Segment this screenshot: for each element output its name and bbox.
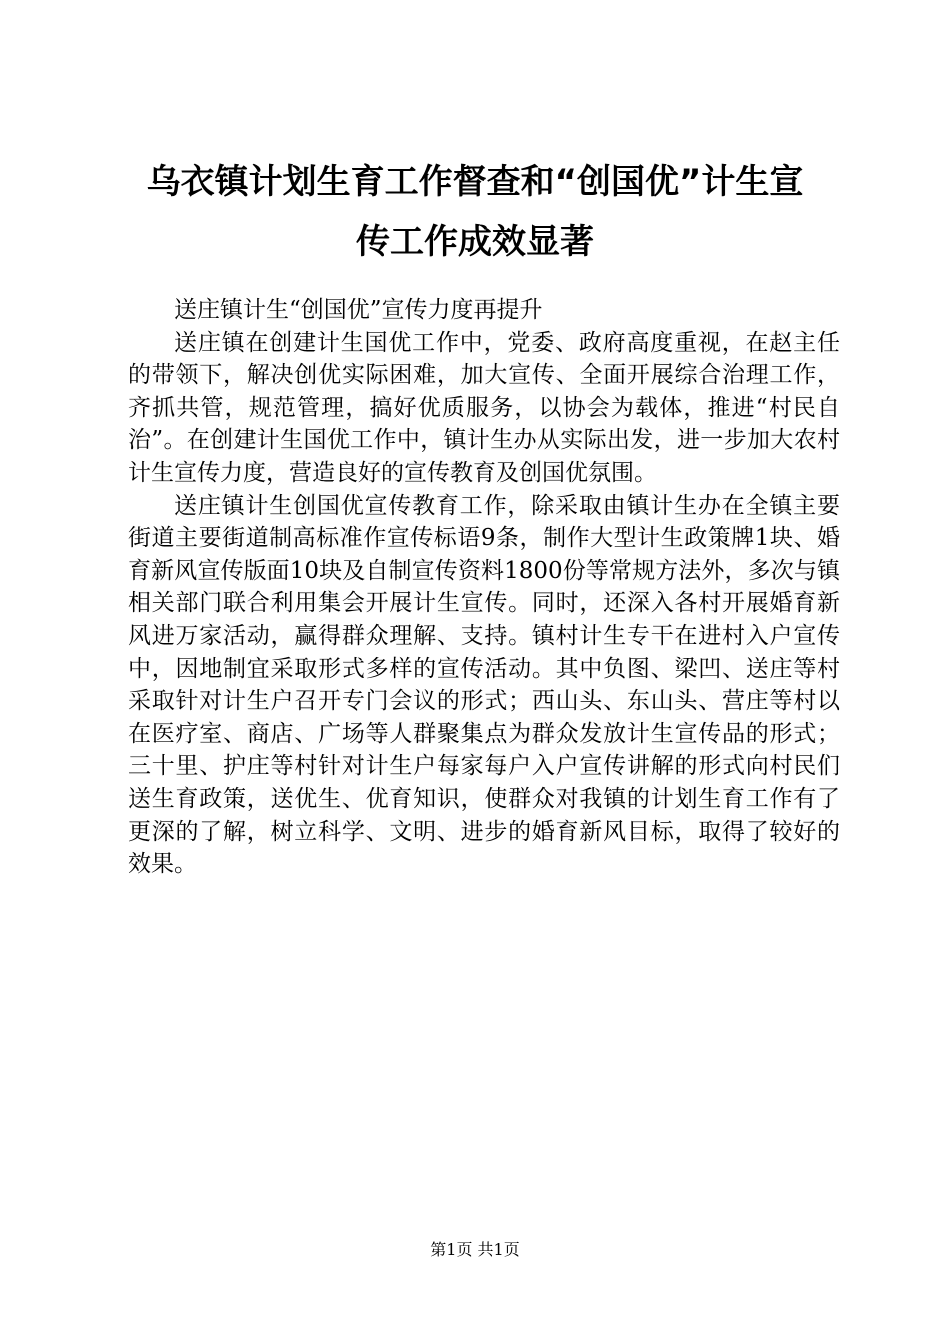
paragraph-1: 送庄镇在创建计生国优工作中，党委、政府高度重视，在赵主任的带领下，解决创优实际困难，加大宣传、全面开展综合治理工作，齐抓共管，规范管理，搞好优质服务，以协会为载体，推进“村民自治”。在创建计生国优工作中，镇计生办从实际出发，进一步加大农村计生宣传力度，营造良好的宣传教育及创国优氛围。 xyxy=(128,329,840,486)
document-body xyxy=(128,294,840,881)
page-number-footer: 第1页 共1页 xyxy=(430,1240,520,1259)
paragraph-2: 送庄镇计生创国优宣传教育工作，除采取由镇计生办在全镇主要街道主要街道制高标准作宣传标语9条，制作大型计生政策牌1块、婚育新风宣传版面10块及自制宣传资料1800份等常规方法外，多次与镇相关部门联合利用集会开展计生宣传。同时，还深入各村开展婚育新风进万家活动，赢得群众理解、支持。镇村计生专干在进村入户宣传中，因地制宜采取形式多样的宣传活动。其中负图、梁凹、送庄等村采取针对计生户召开专门会议的形式；西山头、东山头、营庄等村以在医疗室、商店、广场等人群聚集点为群众发放计生宣传品的形式；三十里、护庄等村针对计生户每家每户入户宣传讲解的形式向村民们送生育政策，送优生、优育知识，使群众对我镇的计划生育工作有了更深的了解，树立科学、文明、进步的婚育新风目标，取得了较好的效果。 xyxy=(128,492,840,878)
document-title-line-1: 乌衣镇计划生育工作督查和“创国优”计生宣 xyxy=(146,162,804,202)
document-subtitle: 送庄镇计生“创国优”宣传力度再提升 xyxy=(174,297,543,323)
document-title-line-2: 传工作成效显著 xyxy=(356,222,594,262)
